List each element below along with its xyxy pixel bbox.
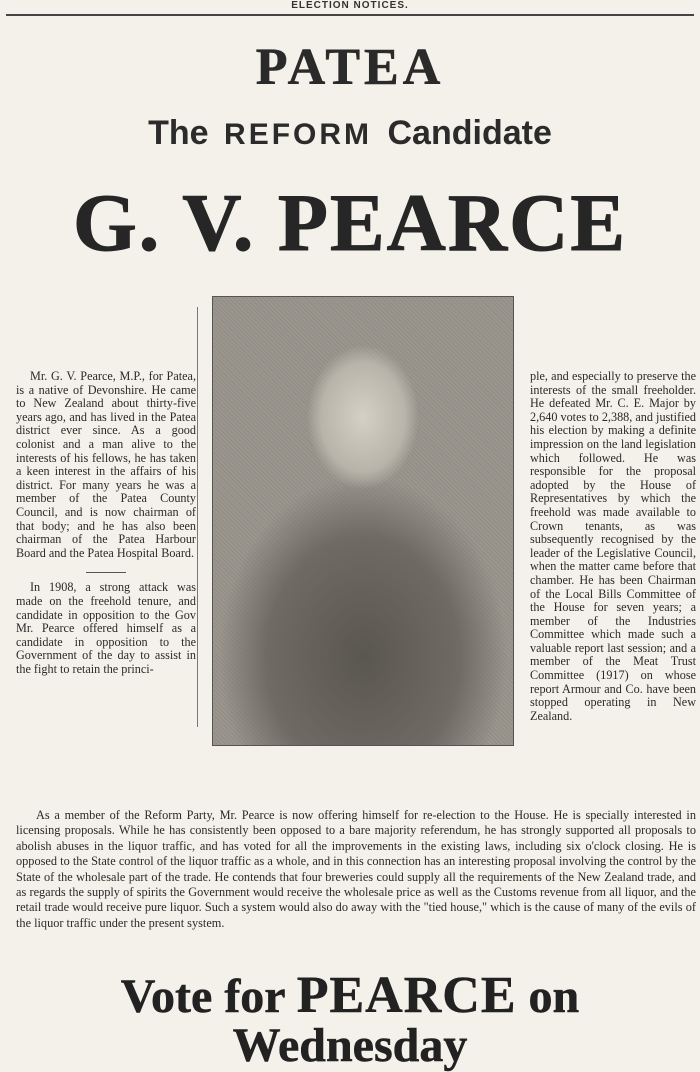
subhead-the: The (148, 114, 209, 152)
vote-name: PEARCE (296, 967, 517, 1024)
vote-pre: Vote for (120, 970, 285, 1023)
column-divider (86, 572, 126, 573)
right-column (530, 370, 696, 723)
candidate-portrait (212, 296, 514, 746)
section-header: ELECTION NOTICES. (291, 0, 409, 11)
subhead-reform: REFORM (224, 118, 373, 151)
subhead-candidate: Candidate (387, 114, 552, 152)
vote-slogan (0, 967, 700, 1072)
body-paragraph: As a member of the Reform Party, Mr. Pearce is now offering himself for re-election to the House. He is specially interested in licensing proposals. While he has consistently been opposed to a bare majority referendum, he has strongly supported all proposals to abolish abuses in the liquor traffic, and has voted for all the improvements in the existing laws, including six o'clock closing. He is opposed to the State control of the liquor traffic as a whole, and in this connection has an interesting proposal involving the control by the State of the wholesale part of the trade. He contends that four breweries could supply all the requirements of the New Zealand trade, and as regards the supply of spirits the Government would receive the wholesale price as well as the Customs revenue from all liquor, and the retail trade would receive pure liquor. Such a system would also do away with the "tied house," which is the cause of many of the evils of the liquor traffic under the present system. (16, 808, 696, 930)
left-paragraph-2: In 1908, a strong attack was made on the freehold tenure, and candidate in opposition to the Gov Mr. Pearce offered himself as a candidate in opposition to the Government of the day to assist in the fight to retain the princi- (16, 580, 196, 676)
left-paragraph-1: Mr. G. V. Pearce, M.P., for Patea, is a native of Devonshire. He came to New Zealand about thirty-five years ago, and has lived in the Patea district ever since. As a good colonist and a man alive to the interests of his fellows, he has taken a keen interest in the affairs of his district. For many years he was a member of the Patea County Council, and is now chairman of that body; and he has also been chairman of the Patea Harbour Board and the Patea Hospital Board. (16, 369, 196, 560)
right-paragraph: ple, and especially to preserve the interests of the small freeholder. He defeated Mr. C. E. Major by 2,640 votes to 2,388, and justified his election by making a definite impression on the land legislation which followed. He was responsible for the proposal adopted by the House of Representatives by which the freehold was made available to Crown tenants, as was subsequently recognised by the leader of the Legislative Council, when the matter came before that chamber. He has been Chairman of the Local Bills Committee of the House for seven years; a member of the Industries Committee which made such a valuable report last session; and a member of the Meat Trust Committee (1917) on whose report Armour and Co. have been stopped operating in New Zealand. (530, 369, 696, 723)
portrait-side-rule (197, 307, 198, 727)
vote-post: on Wednesday (232, 970, 580, 1072)
left-column (16, 370, 196, 676)
place-heading: PATEA (255, 39, 445, 96)
candidate-name: G. V. PEARCE (72, 177, 628, 268)
top-rule (6, 14, 694, 16)
subheading (0, 114, 700, 153)
